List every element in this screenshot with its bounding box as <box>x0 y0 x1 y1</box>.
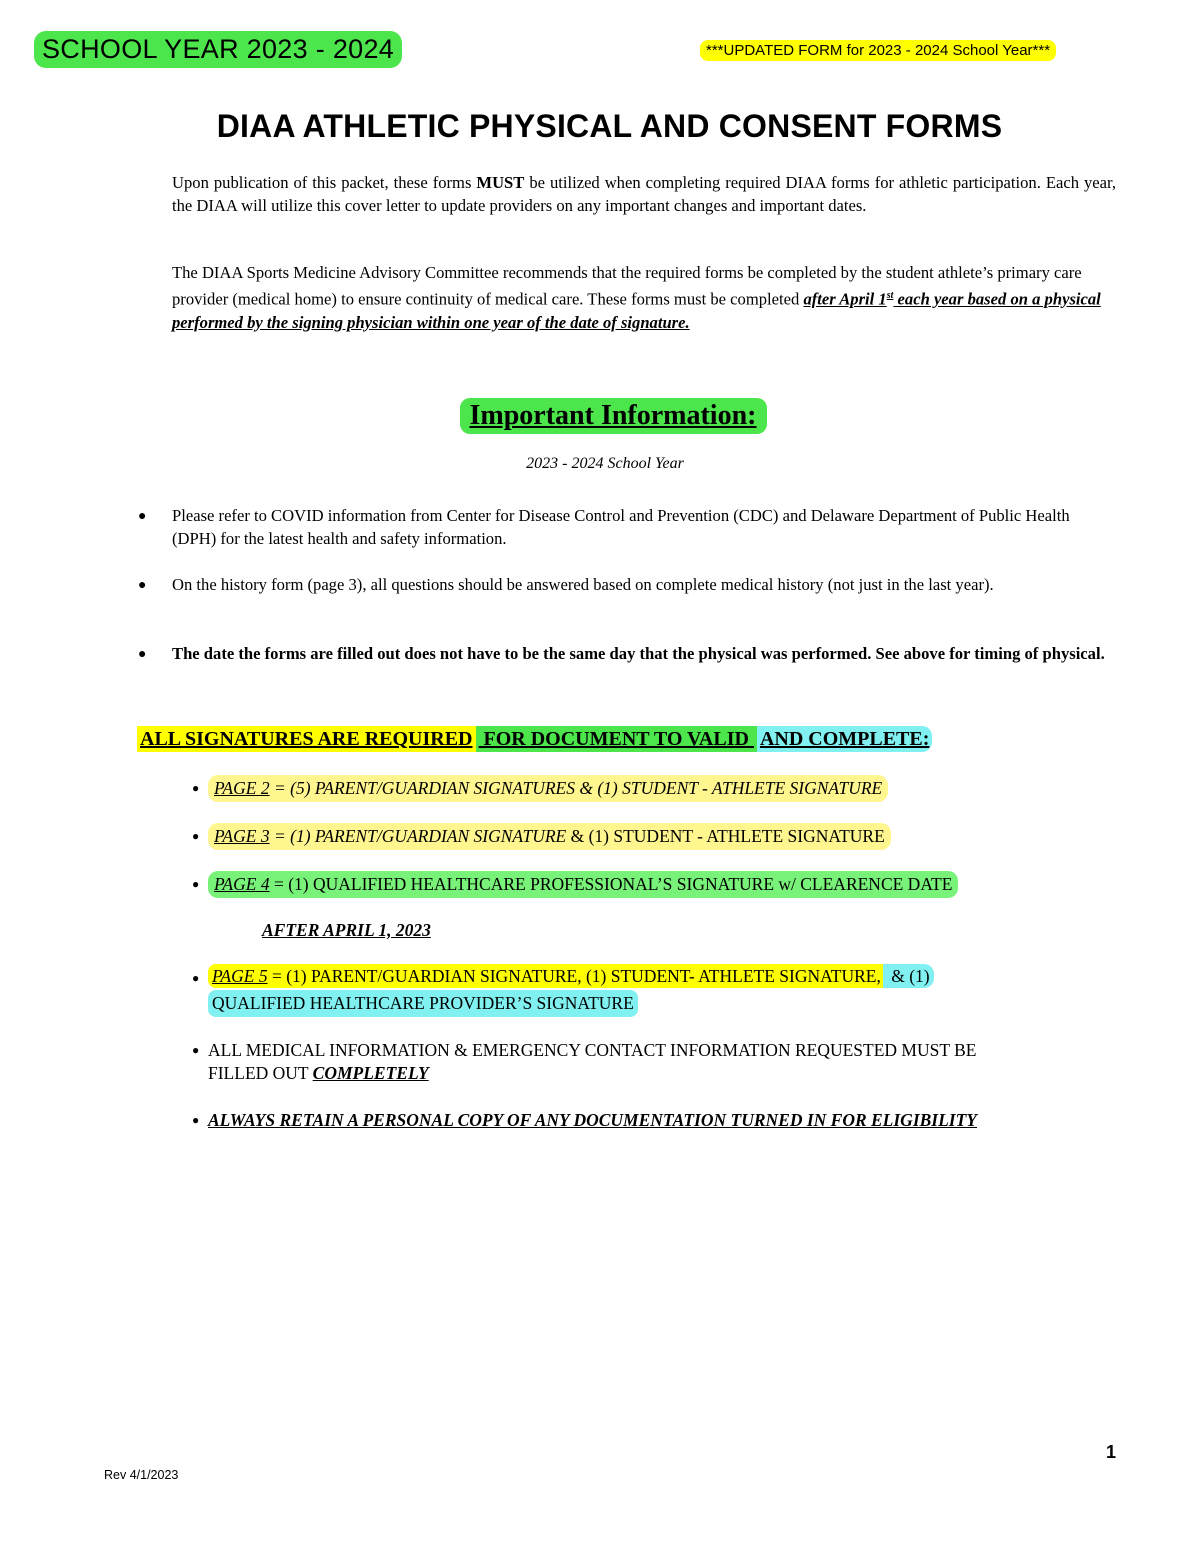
sig-page-2: ● PAGE 2 = (5) PARENT/GUARDIAN SIGNATURES & (1) STUDENT - ATHLETE SIGNATURE <box>192 777 992 800</box>
intro-paragraph-2: The DIAA Sports Medicine Advisory Committee recommends that the required forms be completed by the student athlete’s primary care provider (medical home) to ensure continuity of medical care. These forms must be completed after April 1st each year based on a physical performed by the signing physician within one year of the date of signature. <box>172 263 1101 332</box>
bullet-3-text: The date the forms are filled out does not have to be the same day that the physical was performed. See above for timing of physical. <box>172 644 1105 663</box>
intro-paragraph-1: Upon publication of this packet, these forms MUST be utilized when completing required DIAA forms for athletic participation. Each year, the DIAA will utilize this cover letter to update providers on any important changes and important dates. <box>172 173 1117 215</box>
sig-page-4-date: AFTER APRIL 1, 2023 <box>262 920 431 940</box>
sig-retain-copy: ● ALWAYS RETAIN A PERSONAL COPY OF ANY DOCUMENTATION TURNED IN FOR ELIGIBILITY <box>192 1110 977 1130</box>
sig-page-3: ● PAGE 3 = (1) PARENT/GUARDIAN SIGNATURE & (1) STUDENT - ATHLETE SIGNATURE <box>192 825 992 848</box>
sig-medical-info: ● ALL MEDICAL INFORMATION & EMERGENCY CONTACT INFORMATION REQUESTED MUST BE FILLED OUT COMPLETELY <box>192 1040 977 1083</box>
bullet-1-text: Please refer to COVID information from Center for Disease Control and Prevention (CDC) and Delaware Department of Public Health (DPH) for the latest health and safety information. <box>172 506 1070 548</box>
page-title: DIAA ATHLETIC PHYSICAL AND CONSENT FORMS <box>216 108 1003 144</box>
sig-page-4: ● PAGE 4 = (1) QUALIFIED HEALTHCARE PROFESSIONAL’S SIGNATURE w/ CLEARENCE DATE <box>192 873 1062 896</box>
school-year-badge: SCHOOL YEAR 2023 - 2024 <box>34 31 402 68</box>
revision-date: Rev 4/1/2023 <box>104 1468 179 1482</box>
updated-form-badge: ***UPDATED FORM for 2023 - 2024 School Year*** <box>700 40 1056 61</box>
sig-page-5: ● PAGE 5 = (1) PARENT/GUARDIAN SIGNATURE, (1) STUDENT- ATHLETE SIGNATURE, & (1) QUALIFIED HEALTHCARE PROVIDER’S SIGNATURE <box>192 967 1052 1013</box>
bullet-2-text: On the history form (page 3), all questions should be answered based on complete medical history (not just in the last year). <box>172 575 994 594</box>
page-number: 1 <box>1106 1442 1117 1462</box>
bullet-1-dot: ● <box>138 509 147 524</box>
important-heading-wrap <box>0 398 1200 434</box>
important-school-year: 2023 - 2024 School Year <box>526 455 684 472</box>
bullet-3-dot: ● <box>138 647 147 662</box>
important-heading: Important Information: <box>460 398 767 434</box>
signatures-heading: ALL SIGNATURES ARE REQUIRED FOR DOCUMENT TO VALID AND COMPLETE: <box>137 728 932 751</box>
bullet-2-dot: ● <box>138 578 147 593</box>
